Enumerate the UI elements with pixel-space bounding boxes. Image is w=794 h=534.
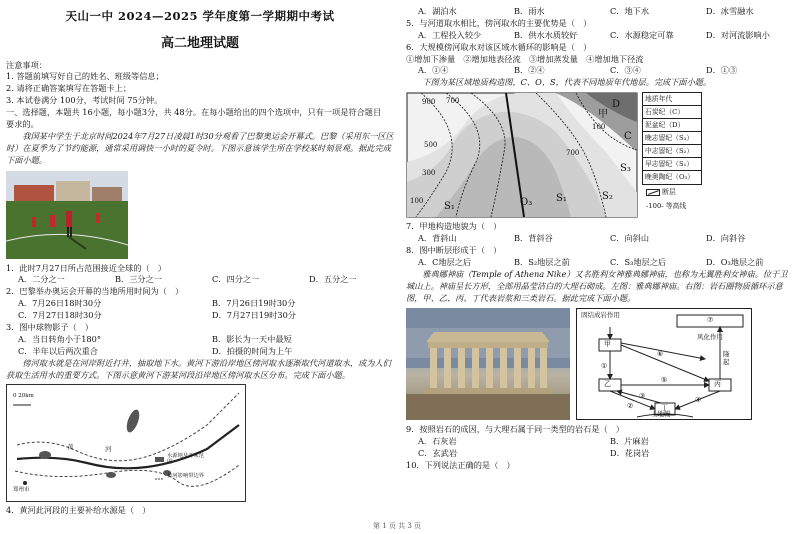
cycle-number: ① (601, 362, 608, 371)
option[interactable]: B．三分之一 (115, 274, 162, 285)
q3-options (6, 346, 394, 358)
option[interactable]: D．①③ (706, 65, 738, 76)
map-scale: 0 20km (13, 393, 34, 400)
cycle-label: 隆起 (723, 350, 730, 366)
option[interactable]: D．花岗岩 (610, 448, 650, 459)
q9-options (406, 436, 790, 448)
option[interactable]: A．二分之一 (18, 274, 65, 285)
option[interactable]: D．拍摄的时间为上午 (212, 345, 293, 356)
option[interactable]: A．7月26日18时30分 (18, 298, 102, 309)
passage-athena-temple: 雅典娜神庙（Temple of Athena Nike）又名胜利女神雅典娜神庙，也称为无翼胜利女神庙。位于卫城山上。神庙呈长方形，全部用晶莹洁白的大理石砌成。左图：雅典娜神庙。右图：岩石圈物质循环示意图，甲、乙、丙、丁代表岩浆和三类岩石。据此完成下面小题。 (406, 268, 788, 303)
option[interactable]: C．地下水 (610, 6, 650, 16)
q9-stem: 9．按照岩石的成因，与大理石属于同一类型的岩石是（ ） (406, 424, 625, 435)
cycle-node-jia: 甲 (604, 340, 611, 349)
left-column (6, 6, 394, 517)
option[interactable]: A．背斜山 (418, 233, 457, 244)
legend-item: 中志留纪（S₂） (643, 145, 701, 158)
legend-item: 晚志留纪（S₃） (643, 132, 701, 145)
contour-label: 900 (422, 98, 436, 107)
option[interactable]: D．向斜谷 (706, 233, 746, 244)
cycle-label: 上地幔 (651, 410, 671, 419)
contour-label: 300 (422, 169, 436, 178)
stratum-label: D (612, 99, 621, 111)
passage-geology: 下图为某区域地质构造图，C、O、S，代表不同地质年代地层。完成下面小题。 (422, 77, 712, 88)
cycle-number: ⑤ (661, 376, 668, 385)
section-intro: 一、选择题，本题共 16小题，每小题3分，共 48分。在每小题给出的四个选项中，只有一项是符合题目 (6, 107, 382, 118)
cycle-number: ⑥ (657, 350, 664, 359)
option[interactable]: C．四分之一 (212, 274, 260, 285)
q1-stem: 1．此时7月27日所占范围接近全球的（ ） (6, 262, 167, 273)
q1-options (6, 274, 394, 286)
option[interactable]: D．7月27日19时30分 (212, 310, 296, 321)
option[interactable]: C．③④ (610, 65, 641, 76)
stratum-label: S₁ (444, 201, 455, 213)
option[interactable]: A．C地层之后 (418, 256, 472, 267)
q6-options (406, 65, 790, 77)
cycle-node-bing: 丙 (714, 380, 721, 389)
q2-options (6, 310, 394, 322)
q3-options (6, 334, 394, 346)
q6-stem: 6．大规模傍河取水对该区域水循环的影响是（ ） (406, 41, 592, 52)
option[interactable]: B．背斜谷 (514, 233, 553, 244)
cycle-number: ② (627, 402, 634, 411)
location-jia: 甲 (598, 109, 608, 121)
q7-options (406, 233, 790, 245)
option[interactable]: A．工程投入较少 (418, 29, 482, 40)
option[interactable]: B．片麻岩 (610, 436, 649, 447)
q2-stem: 2．巴黎举办奥运会开幕的当地所用时间为（ ） (6, 286, 184, 297)
cycle-number: ③ (639, 392, 646, 401)
legend-item: 石炭纪（C） (643, 106, 701, 119)
athena-temple-photo (406, 308, 570, 420)
legend-item: 早志留纪（S₁） (643, 158, 701, 171)
q4-stem: 4．黄河此河段的主要补给水源是（ ） (6, 505, 151, 516)
passage-olympics: 我国某中学生于北京时间2024年7月27日凌晨1时30分观看了巴黎奥运会开幕式。巴黎（采用东一区区时）在夏季为了节约能源，通常采用调快一小时的夏令时。下图示意该学生所在学校某时刻景观。据此完成下面小题。 (6, 130, 394, 165)
note-item: 2. 请将正确答案填写在答题卡上； (6, 83, 132, 94)
contour-label: 100 (592, 123, 606, 132)
option[interactable]: D．O₃地层之前 (706, 256, 764, 267)
subject-title: 高二地理试题 (160, 35, 239, 51)
stratum-label: S₃ (620, 163, 631, 175)
river-label: 黄 (67, 443, 74, 452)
city-label: 郑州市 (13, 487, 30, 494)
stratum-label: O₃ (520, 197, 533, 209)
note-item: 1. 答题前填写好自己的姓名、班级等信息； (6, 71, 164, 82)
stratum-label: S₁ (556, 193, 567, 205)
fault-key (646, 188, 676, 198)
right-column (406, 6, 790, 472)
option[interactable]: D．对河流影响小 (706, 29, 770, 40)
note-item: 3. 本试卷满分 100分，考试时间 75分钟。 (6, 95, 163, 106)
q8-options (406, 257, 790, 269)
football-field-photo (6, 171, 128, 259)
yellow-river-map (6, 384, 246, 502)
option[interactable]: A．①④ (418, 65, 449, 76)
contour-label: 100 (410, 197, 424, 206)
option[interactable]: B．②④ (514, 65, 545, 76)
fault-label: 断层 (662, 188, 676, 197)
option[interactable]: D．五分之一 (309, 274, 357, 285)
q5-stem: 5．与河道取水相比，傍河取水的主要优势是（ ） (406, 17, 592, 28)
notes-heading: 注意事项： (6, 59, 47, 70)
contour-label: 700 (446, 97, 460, 106)
q4-options (406, 6, 790, 18)
geologic-legend (642, 92, 702, 185)
option[interactable]: C．半年以后两次重合 (18, 345, 98, 356)
legend-title: 地质年代 (643, 93, 701, 106)
option[interactable]: C．玄武岩 (418, 448, 458, 459)
option[interactable]: B．S₂地层之前 (514, 256, 570, 267)
option[interactable]: C．7月27日18时30分 (18, 310, 102, 321)
cycle-node-ding: 丁 (661, 404, 668, 413)
rock-cycle-diagram (576, 308, 752, 420)
school-title: 天山一中 2024—2025 学年度第一学期期中考试 (65, 9, 335, 23)
passage-river-water: 傍河取水就是在河岸附近打井，抽取地下水。黄河下游沿岸地区傍河取水逐渐取代河道取水，成为人们获取生活用水的重要方式。下图示意黄河下游某河段沿岸地区傍河取水区分布。完成下面小题。 (6, 357, 391, 380)
stratum-label: C (624, 131, 632, 143)
option[interactable]: D．冰雪融水 (706, 6, 754, 16)
q3-stem: 3．图中球物影子（ ） (6, 321, 94, 332)
option[interactable]: A．湖泊水 (418, 6, 457, 16)
cycle-number: ⑦ (707, 316, 714, 325)
q10-stem: 10．下列说法正确的是（ ） (406, 460, 515, 471)
stratum-label: S₂ (602, 191, 613, 203)
option[interactable]: C．S₃地层之后 (610, 256, 667, 267)
option[interactable]: B．供水水质较好 (514, 29, 578, 40)
river-label: 河 (105, 445, 112, 454)
option[interactable]: C．向斜山 (610, 233, 650, 244)
page-footer: 第 1 页 共 3 页 (372, 522, 422, 530)
q7-stem: 7．甲地构造地貌为（ ） (406, 221, 502, 232)
cycle-node-yi: 乙 (604, 380, 611, 389)
option[interactable]: A．当日转角小于180° (18, 333, 101, 344)
option[interactable]: B．7月26日19时30分 (212, 298, 296, 309)
legend-water-source: 水源地及开采范围 (167, 453, 205, 466)
figure-row (406, 308, 790, 420)
legend-item: 泥盆纪（D） (643, 119, 701, 132)
contour-key: -100- 等高线 (646, 202, 687, 211)
option[interactable]: A．石灰岩 (418, 436, 457, 447)
option[interactable]: B．影长为一天中最短 (212, 333, 292, 344)
contour-label: 700 (566, 149, 580, 158)
contour-label: 500 (424, 141, 438, 150)
q8-stem: 8．图中断层形成于（ ） (406, 245, 502, 256)
legend-influence-boundary: 黄河影响带边界 (167, 473, 205, 480)
section-intro-cont: 要求的。 (6, 118, 39, 129)
q2-options (6, 298, 394, 310)
option[interactable]: B．雨水 (514, 6, 545, 16)
q5-options (406, 30, 790, 42)
cycle-label: 风化作用 (697, 333, 723, 342)
legend-item: 晚奥陶纪（O₃） (645, 173, 695, 182)
q6-statements: ①增加下渗量 ②增加地表径流 ③增加蒸发量 ④增加地下径流 (406, 53, 644, 64)
option[interactable]: C．水源稳定可靠 (610, 29, 674, 40)
cycle-label: 固结成岩作用 (581, 311, 620, 320)
geologic-structure-map (406, 92, 790, 218)
q9-options (406, 448, 790, 460)
cycle-number: ④ (695, 396, 702, 405)
